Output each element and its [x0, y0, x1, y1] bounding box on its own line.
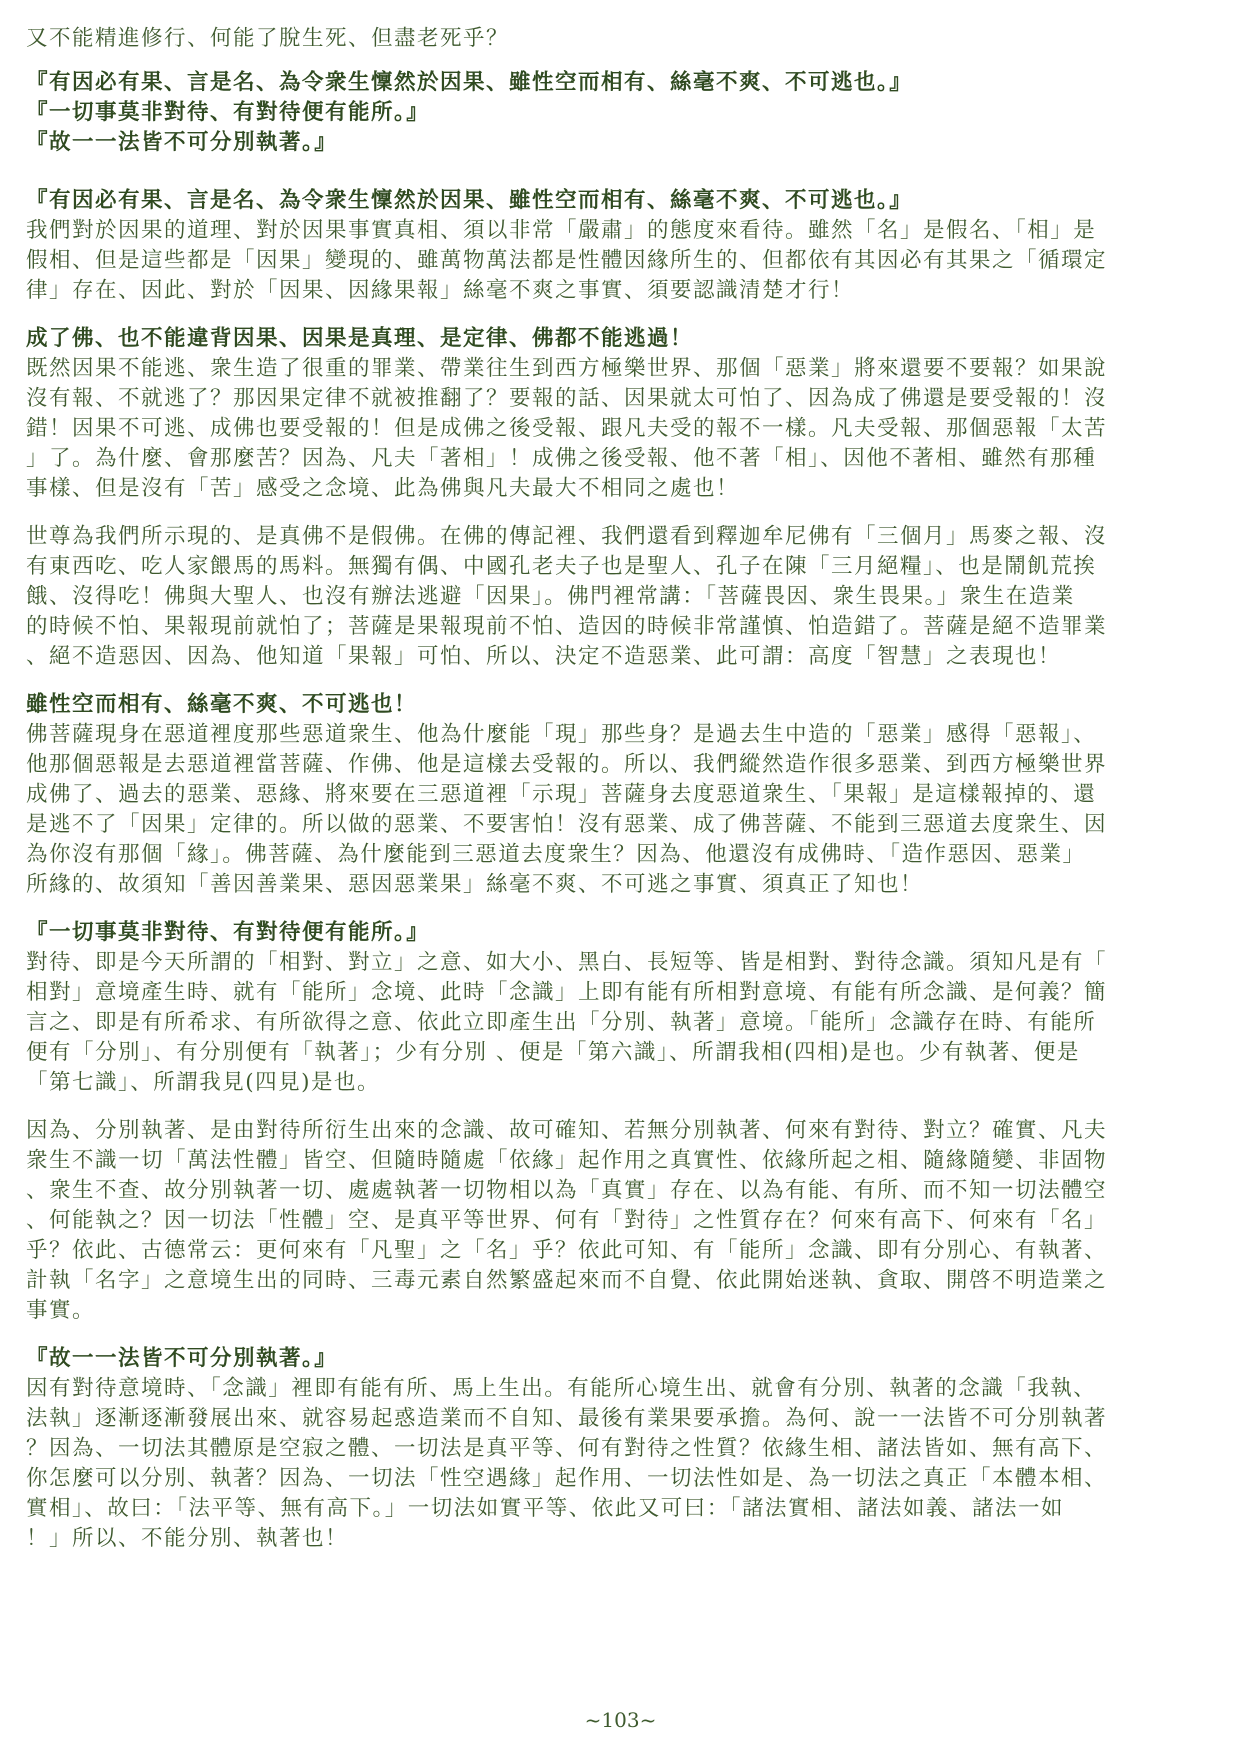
body-paragraph: 對待、即是今天所謂的「相對、對立」之意、如大小、黑白、長短等、皆是相對、對待念識。須知凡是有「 相對」意境產生時、就有「能所」念境、此時「念識」上即有能有所相對意境、有能有所念識、是何義？簡 言之、即是有所希求、有所欲得之意、依此立即產生出「分別、執著」意境。「能所」念識存在時、有能所 便有「分別」、有分別便有「執著」；少有分別 、便是「第六識」、所謂我相(四相)是也。少有執著、便是 「第七識」、所謂我見(四見)是也。 [26, 950, 1108, 1095]
body-paragraph: 既然因果不能逃、衆生造了很重的罪業、帶業往生到西方極樂世界、那個「惡業」將來還要不要報？如果說 沒有報、不就逃了？那因果定律不就被推翻了？要報的話、因果就太可怕了、因為成了佛還是要受報的！沒 錯！因果不可逃、成佛也要受報的！但是成佛之後受報、跟凡夫受的報不一樣。凡夫受報、那個惡報「太苦 」了。為什麼、會那麼苦？因為、凡夫「著相」！成佛之後受報、他不著「相」、因他不著相、雖然有那種 事樣、但是沒有「苦」感受之念境、此為佛與凡夫最大不相同之處也！ [26, 356, 1108, 501]
section-heading: 『有因必有果、言是名、為令衆生懍然於因果、雖性空而相有、絲毫不爽、不可逃也。』 [26, 188, 913, 213]
section-heading: 『一切事莫非對待、有對待便有能所。』 [26, 920, 430, 945]
title-line: 『故一一法皆不可分別執著。』 [26, 130, 338, 155]
title-line: 『有因必有果、言是名、為令衆生懍然於因果、雖性空而相有、絲毫不爽、不可逃也。』 [26, 70, 913, 95]
page-number: ~103~ [584, 1708, 657, 1732]
body-paragraph: 世尊為我們所示現的、是真佛不是假佛。在佛的傳記裡、我們還看到釋迦牟尼佛有「三個月」馬麥之報、沒 有東西吃、吃人家餵馬的馬料。無獨有偶、中國孔老夫子也是聖人、孔子在陳「三月絕糧」、也是鬧飢荒挨 餓、沒得吃！佛與大聖人、也沒有辦法逃避「因果」。佛門裡常講：「菩薩畏因、衆生畏果。」衆生在造業 的時候不怕、果報現前就怕了；菩薩是果報現前不怕、造因的時候非常謹慎、怕造錯了。菩薩是絕不造罪業 、絕不造惡因、因為、他知道「果報」可怕、所以、決定不造惡業、此可謂：高度「智慧」之表現也！ [26, 524, 1108, 669]
title-line: 『一切事莫非對待、有對待便有能所。』 [26, 100, 430, 125]
title-block [26, 68, 1216, 158]
body-paragraph: 佛菩薩現身在惡道裡度那些惡道衆生、他為什麼能「現」那些身？是過去生中造的「惡業」感得「惡報」、 他那個惡報是去惡道裡當菩薩、作佛、他是這樣去受報的。所以、我們縱然造作很多惡業、到西方極樂世界 成佛了、過去的惡業、惡緣、將來要在三惡道裡「示現」菩薩身去度惡道衆生、「果報」是這樣報掉的、還 是逃不了「因果」定律的。所以做的惡業、不要害怕！沒有惡業、成了佛菩薩、不能到三惡道去度衆生、因 為你沒有那個「緣」。佛菩薩、為什麼能到三惡道去度衆生？因為、他還沒有成佛時、「造作惡因、惡業」 所緣的、故須知「善因善業果、惡因惡業果」絲毫不爽、不可逃之事實、須真正了知也！ [26, 722, 1108, 897]
section-heading: 成了佛、也不能違背因果、因果是真理、是定律、佛都不能逃過！ [26, 326, 694, 351]
section-emptiness [26, 690, 1216, 900]
section-heading: 雖性空而相有、絲毫不爽、不可逃也！ [26, 692, 418, 717]
opening-line: 又不能精進修行、何能了脫生死、但盡老死乎？ [26, 26, 510, 51]
section-cause-effect [26, 186, 1216, 306]
section-heading: 『故一一法皆不可分別執著。』 [26, 1346, 338, 1371]
section-buddha-karma [26, 324, 1216, 672]
body-paragraph: 因有對待意境時、「念識」裡即有能有所、馬上生出。有能所心境生出、就會有分別、執著的念識「我執、 法執」逐漸逐漸發展出來、就容易起惑造業而不自知、最後有業果要承擔。為何、說一一法皆不可分別執著 ？因為、一切法其體原是空寂之體、一切法是真平等、何有對待之性質？依緣生相、諸法皆如、無有高下、 你怎麼可以分別、執著？因為、一切法「性空遇緣」起作用、一切法性如是、為一切法之真正「本體本相、 實相」、故曰：「法平等、無有高下。」一切法如實平等、依此又可曰：「諸法實相、諸法如義、諸法一如 ！」所以、不能分別、執著也！ [26, 1376, 1108, 1551]
section-duality [26, 918, 1216, 1326]
document-page [26, 24, 1216, 1572]
body-paragraph: 因為、分別執著、是由對待所衍生出來的念識、故可確知、若無分別執著、何來有對待、對立？確實、凡夫 衆生不識一切「萬法性體」皆空、但隨時隨處「依緣」起作用之真實性、依緣所起之相、隨緣隨變、非固物 、衆生不查、故分別執著一切、處處執著一切物相以為「真實」存在、以為有能、有所、而不知一切法體空 、何能執之？因一切法「性體」空、是真平等世界、何有「對待」之性質存在？何來有高下、何來有「名」 乎？依此、古德常云：更何來有「凡聖」之「名」乎？依此可知、有「能所」念識、即有分別心、有執著、 計執「名字」之意境生出的同時、三毒元素自然繁盛起來而不自覺、依此開始迷執、貪取、開啓不明造業之 事實。 [26, 1118, 1108, 1323]
section-non-attachment [26, 1344, 1216, 1554]
body-paragraph: 我們對於因果的道理、對於因果事實真相、須以非常「嚴肅」的態度來看待。雖然「名」是假名、「相」是 假相、但是這些都是「因果」變現的、雖萬物萬法都是性體因緣所生的、但都依有其因必有其果之「循環定 律」存在、因此、對於「因果、因緣果報」絲毫不爽之事實、須要認識清楚才行！ [26, 218, 1108, 303]
